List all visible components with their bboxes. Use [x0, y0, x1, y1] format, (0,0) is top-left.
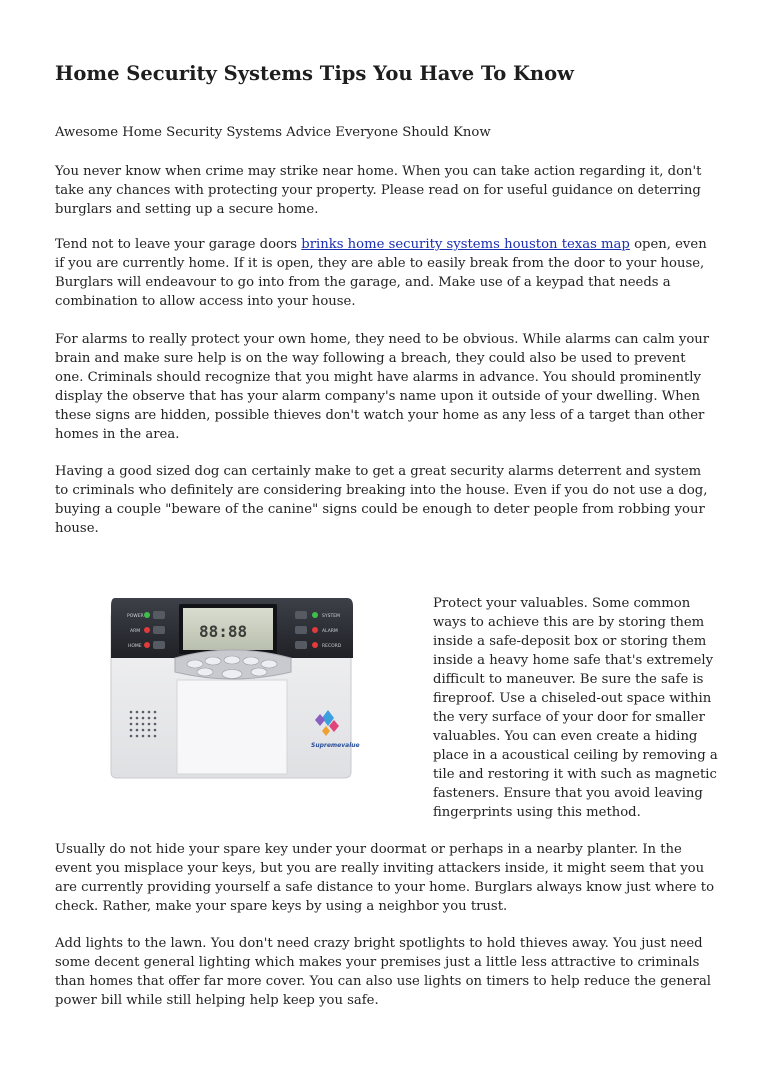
- right-status-buttons: [295, 611, 318, 649]
- brinks-link[interactable]: brinks home security systems houston texas map: [301, 237, 630, 252]
- paragraph-5: Protect your valuables. Some common ways to achieve this are by storing them inside a safe-deposit box or storing them inside a heavy home safe that's extremely difficult to maneuver. Be sure the safe is fireproof. Use a chiseled-out space within the very surface of your door for smaller valuables. You can even create a hiding place in a acoustical ceiling by removing a tile and restoring it with such as magnetic fasteners. Ensure that you avoid leaving fingerprints using this method.: [433, 596, 718, 820]
- paragraph-3: For alarms to really protect your own home, they need to be obvious. While alarms can calm your brain and make sure help is on the way following a breach, they could also be used to prevent one. Criminals should recognize that you might have alarms in advance. You should prominently display the observe that has your alarm company's name upon it outside of your dwelling. When these signs are hidden, possible thieves don't watch your home as any less of a target than other homes in the area.: [55, 332, 710, 442]
- alarm-panel-drawing: [55, 590, 365, 790]
- paragraph-2: [55, 235, 715, 311]
- label-home: HOME: [128, 644, 142, 649]
- subtitle: Awesome Home Security Systems Advice Everyone Should Know: [55, 125, 491, 140]
- paragraph-6: Usually do not hide your spare key under your doormat or perhaps in a nearby planter. In the event you misplace your keys, but you are really inviting attackers inside, it might seem that you are currently providing yourself a safe distance to your home. Burglars always know just where to check. Rather, make your spare keys by using a neighbor you trust.: [55, 842, 715, 914]
- front-flap: [177, 680, 287, 774]
- label-record: RECORD: [322, 644, 342, 649]
- paragraph-1: You never know when crime may strike near home. When you can take action regarding it, don't take any chances with protecting your property. Please read on for useful guidance on deterring burglars and setting up a secure home.: [55, 164, 702, 217]
- left-status-buttons: [144, 611, 165, 649]
- label-arm: ARM: [130, 629, 141, 634]
- brand-name: Supremevalue: [311, 742, 360, 749]
- label-system: SYSTEM: [322, 614, 340, 619]
- paragraph-2-after: open, even if you are currently home. If it is open, they are able to easily break from the door to your house, Burglars will endeavour to go into from the garage, and. Make use of a keypad that needs a combination to allow access into your house.: [55, 237, 707, 309]
- alarm-panel-image: [55, 590, 365, 790]
- label-alarm: ALARM: [322, 629, 338, 634]
- lcd-digits: 88:88: [199, 622, 248, 641]
- label-power: POWER: [127, 614, 144, 619]
- paragraph-2-before: Tend not to leave your garage doors: [55, 237, 302, 252]
- paragraph-4: Having a good sized dog can certainly make to get a great security alarms deterrent and system to criminals who definitely are considering breaking into the house. Even if you do not use a dog, buying a couple "beware of the canine" signs could be enough to deter people from robbing your house.: [55, 464, 708, 536]
- paragraph-7: Add lights to the lawn. You don't need crazy bright spotlights to hold thieves away. You just need some decent general lighting which makes your premises just a little less attractive to criminals than homes that offer far more cover. You can also use lights on timers to help reduce the general power bill while still helping help keep you safe.: [55, 936, 712, 1008]
- page-title: Home Security Systems Tips You Have To Know: [55, 62, 574, 85]
